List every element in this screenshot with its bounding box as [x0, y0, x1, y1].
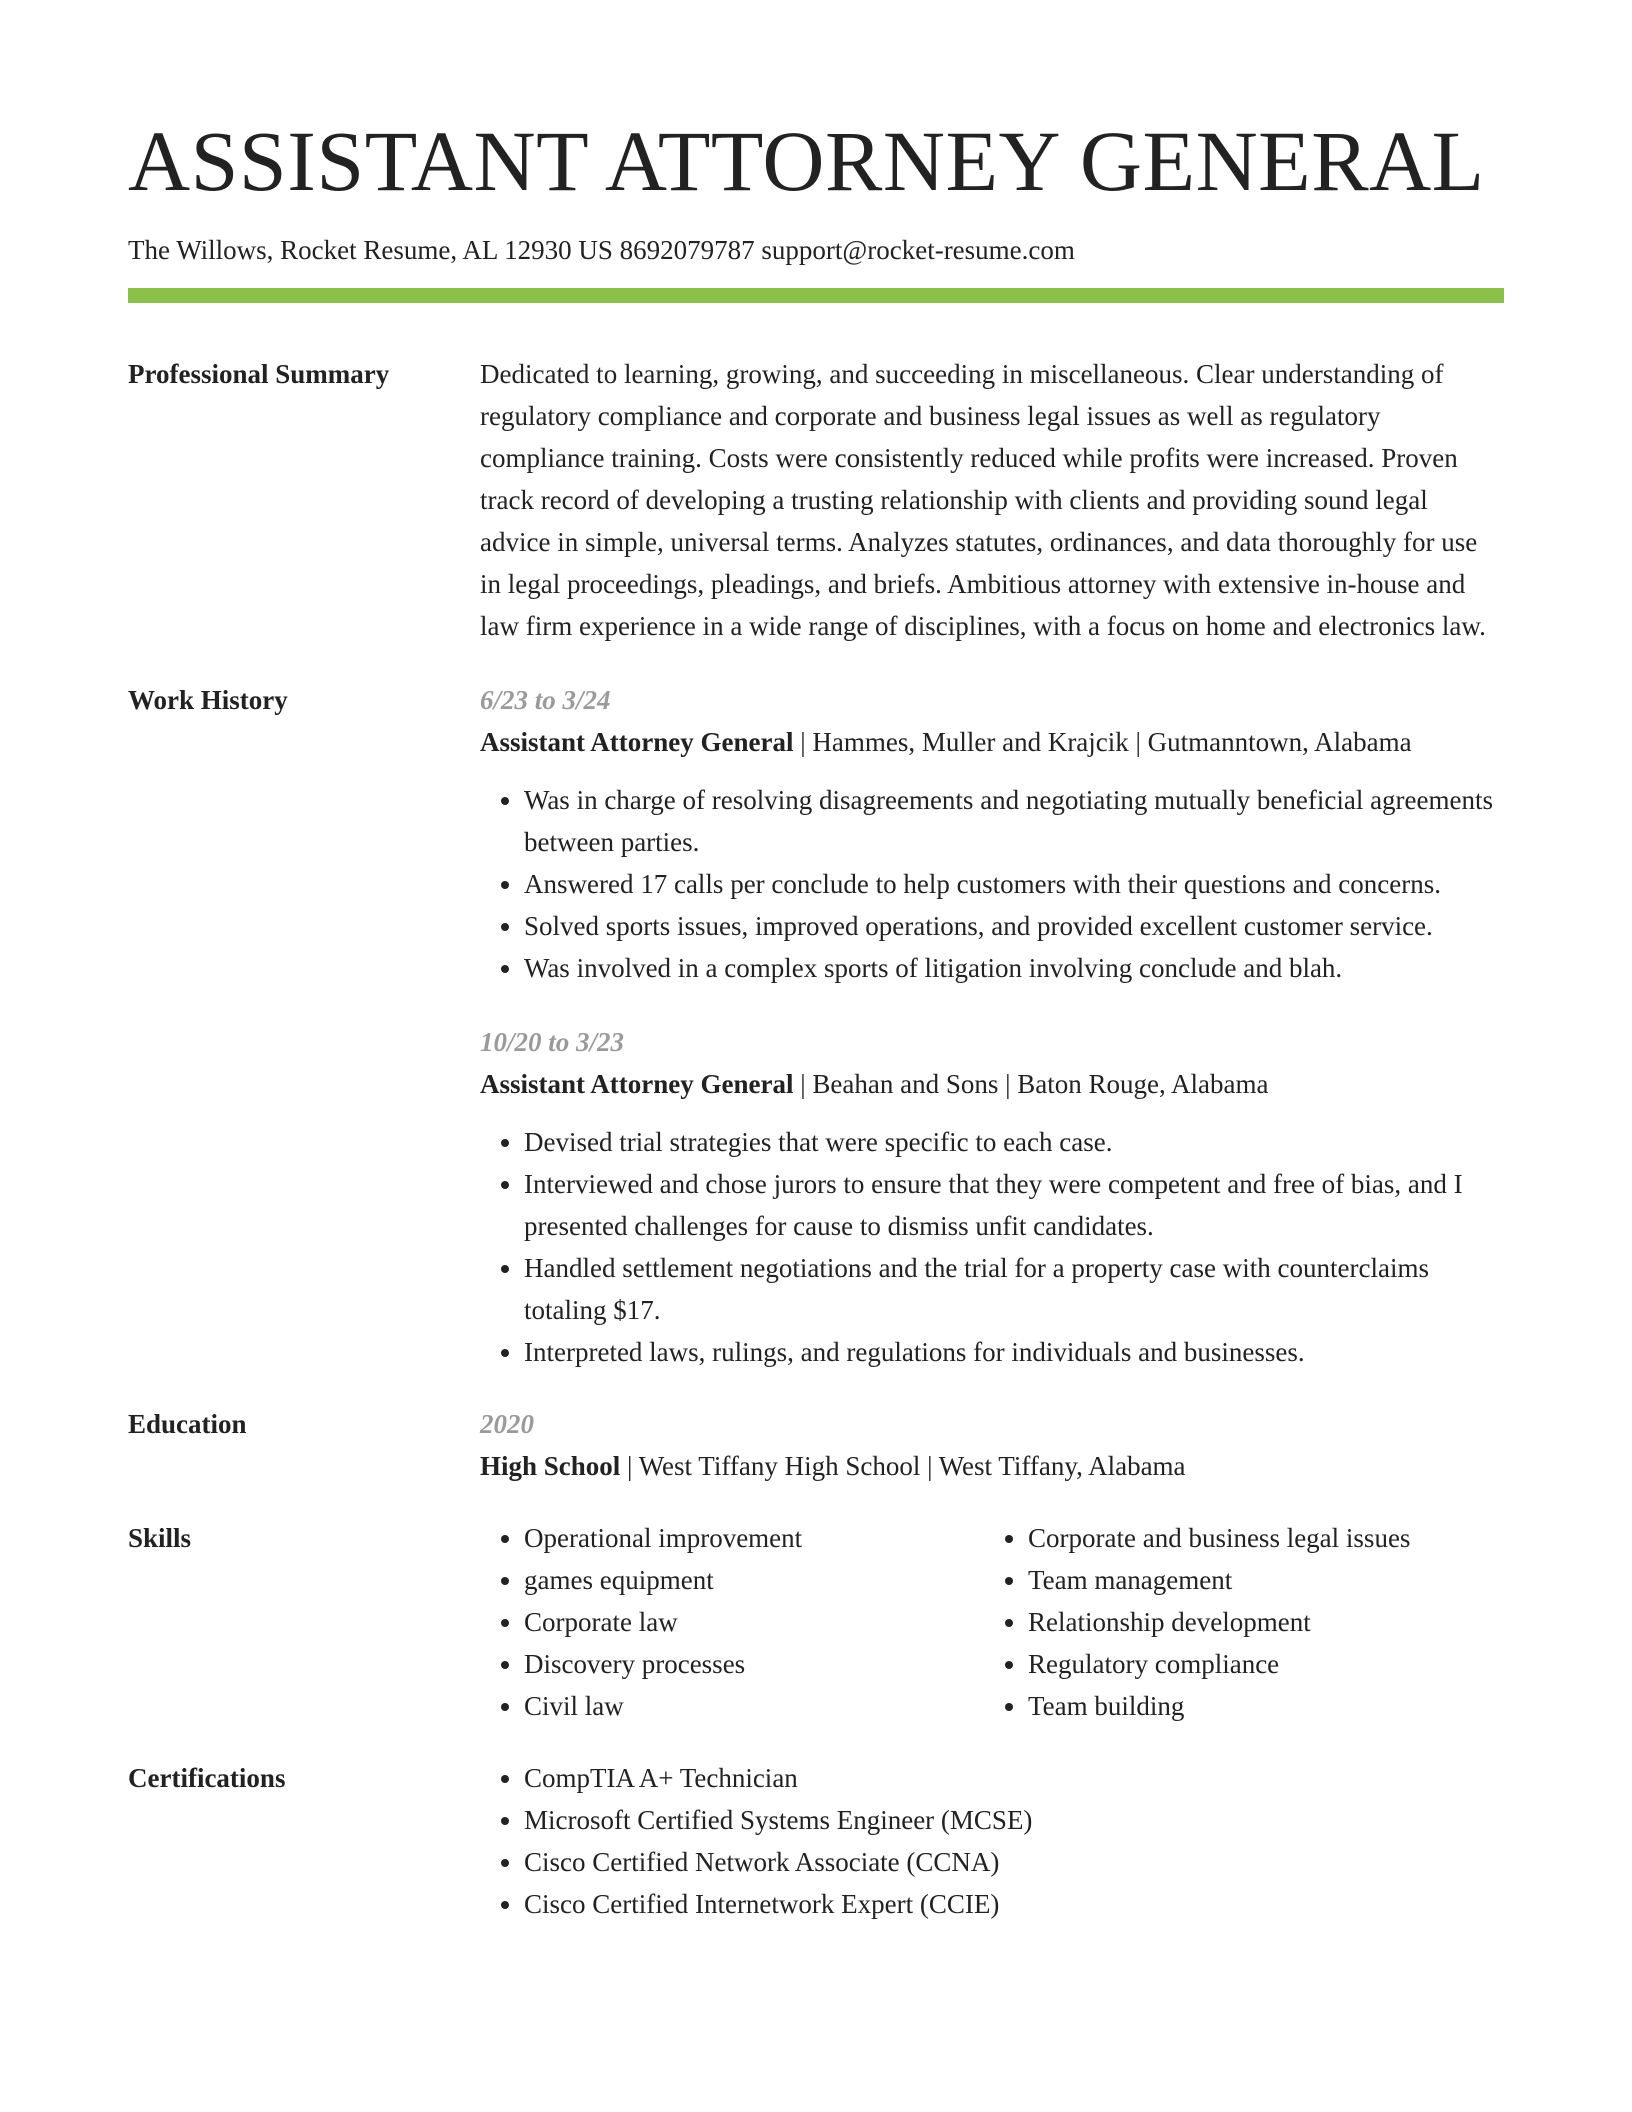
education-body [480, 1403, 1504, 1487]
job-bullets [480, 779, 1504, 989]
job-title-line [480, 721, 1504, 763]
list-item: • games equipment [524, 1559, 984, 1601]
job-details: | Hammes, Muller and Krajcik | Gutmanntown, Alabama [793, 727, 1412, 758]
job-entry [480, 679, 1504, 989]
list-item: • Solved sports issues, improved operations, and provided excellent customer service. [524, 905, 1504, 947]
list-item: • Devised trial strategies that were specific to each case. [524, 1121, 1504, 1163]
list-item: • Cisco Certified Internetwork Expert (CCIE) [524, 1883, 1504, 1925]
skills-column-1 [480, 1517, 984, 1727]
job-title-line [480, 1063, 1504, 1105]
accent-divider [128, 288, 1504, 303]
education-section [128, 1403, 1504, 1487]
list-item: • Cisco Certified Network Associate (CCNA) [524, 1841, 1504, 1883]
list-item: • CompTIA A+ Technician [524, 1757, 1504, 1799]
skills-column-2 [984, 1517, 1548, 1727]
list-item: • Interpreted laws, rulings, and regulations for individuals and businesses. [524, 1331, 1504, 1373]
list-item: • Discovery processes [524, 1643, 984, 1685]
skills-list [480, 1517, 1504, 1727]
job-bullets [480, 1121, 1504, 1373]
list-item: • Microsoft Certified Systems Engineer (MCSE) [524, 1799, 1504, 1841]
certifications-section [128, 1757, 1504, 1925]
list-item: • Answered 17 calls per conclude to help customers with their questions and concerns. [524, 863, 1504, 905]
contact-line: The Willows, Rocket Resume, AL 12930 US 8692079787 support@rocket-resume.com [128, 235, 1075, 265]
list-item: • Was involved in a complex sports of litigation involving conclude and blah. [524, 947, 1504, 989]
education-year: 2020 [480, 1409, 534, 1440]
certifications-body [480, 1757, 1504, 1925]
list-item: • Team building [1028, 1685, 1548, 1727]
list-item: • Operational improvement [524, 1517, 984, 1559]
list-item: • Civil law [524, 1685, 984, 1727]
job-details: | Beahan and Sons | Baton Rouge, Alabama [793, 1069, 1269, 1100]
education-details: | West Tiffany High School | West Tiffany, Alabama [620, 1451, 1186, 1482]
resume-name: ASSISTANT ATTORNEY GENERAL [128, 113, 1485, 209]
list-item: • Regulatory compliance [1028, 1643, 1548, 1685]
section-title: Professional Summary [128, 359, 390, 390]
list-item: • Team management [1028, 1559, 1548, 1601]
list-item: • Corporate and business legal issues [1028, 1517, 1548, 1559]
list-item: • Interviewed and chose jurors to ensure that they were competent and free of bias, and I presented challenges for cause to dismiss unfit candidates. [524, 1163, 1504, 1247]
list-item: • Handled settlement negotiations and the trial for a property case with counterclaims totaling $17. [524, 1247, 1504, 1331]
section-title: Education [128, 1409, 247, 1440]
job-role: Assistant Attorney General [480, 727, 794, 758]
education-line [480, 1445, 1504, 1487]
job-role: Assistant Attorney General [480, 1069, 794, 1100]
job-entry [480, 1021, 1504, 1373]
job-dates: 6/23 to 3/24 [480, 685, 611, 716]
section-title: Work History [128, 685, 288, 716]
summary-text: Dedicated to learning, growing, and succeeding in miscellaneous. Clear understanding of regulatory compliance and corporate and business legal issues as well as regulatory compliance training. Costs were consistently reduced while profits were increased. Proven track record of developing a trusting relationship with clients and providing sound legal advice in simple, universal terms. Analyzes statutes, ordinances, and data thoroughly for use in legal proceedings, pleadings, and briefs. Ambitious attorney with extensive in-house and law firm experience in a wide range of disciplines, with a focus on home and electronics law. [480, 359, 1486, 642]
professional-summary-section [128, 353, 1504, 647]
skills-section [128, 1517, 1504, 1727]
list-item: • Corporate law [524, 1601, 984, 1643]
list-item: • Relationship development [1028, 1601, 1548, 1643]
education-degree: High School [480, 1451, 621, 1482]
section-title: Certifications [128, 1763, 286, 1794]
job-dates: 10/20 to 3/23 [480, 1027, 625, 1058]
work-history-body [480, 679, 1504, 1373]
section-title: Skills [128, 1523, 192, 1554]
certifications-list [480, 1757, 1504, 1925]
work-history-section [128, 679, 1504, 1373]
list-item: • Was in charge of resolving disagreements and negotiating mutually beneficial agreements between parties. [524, 779, 1504, 863]
